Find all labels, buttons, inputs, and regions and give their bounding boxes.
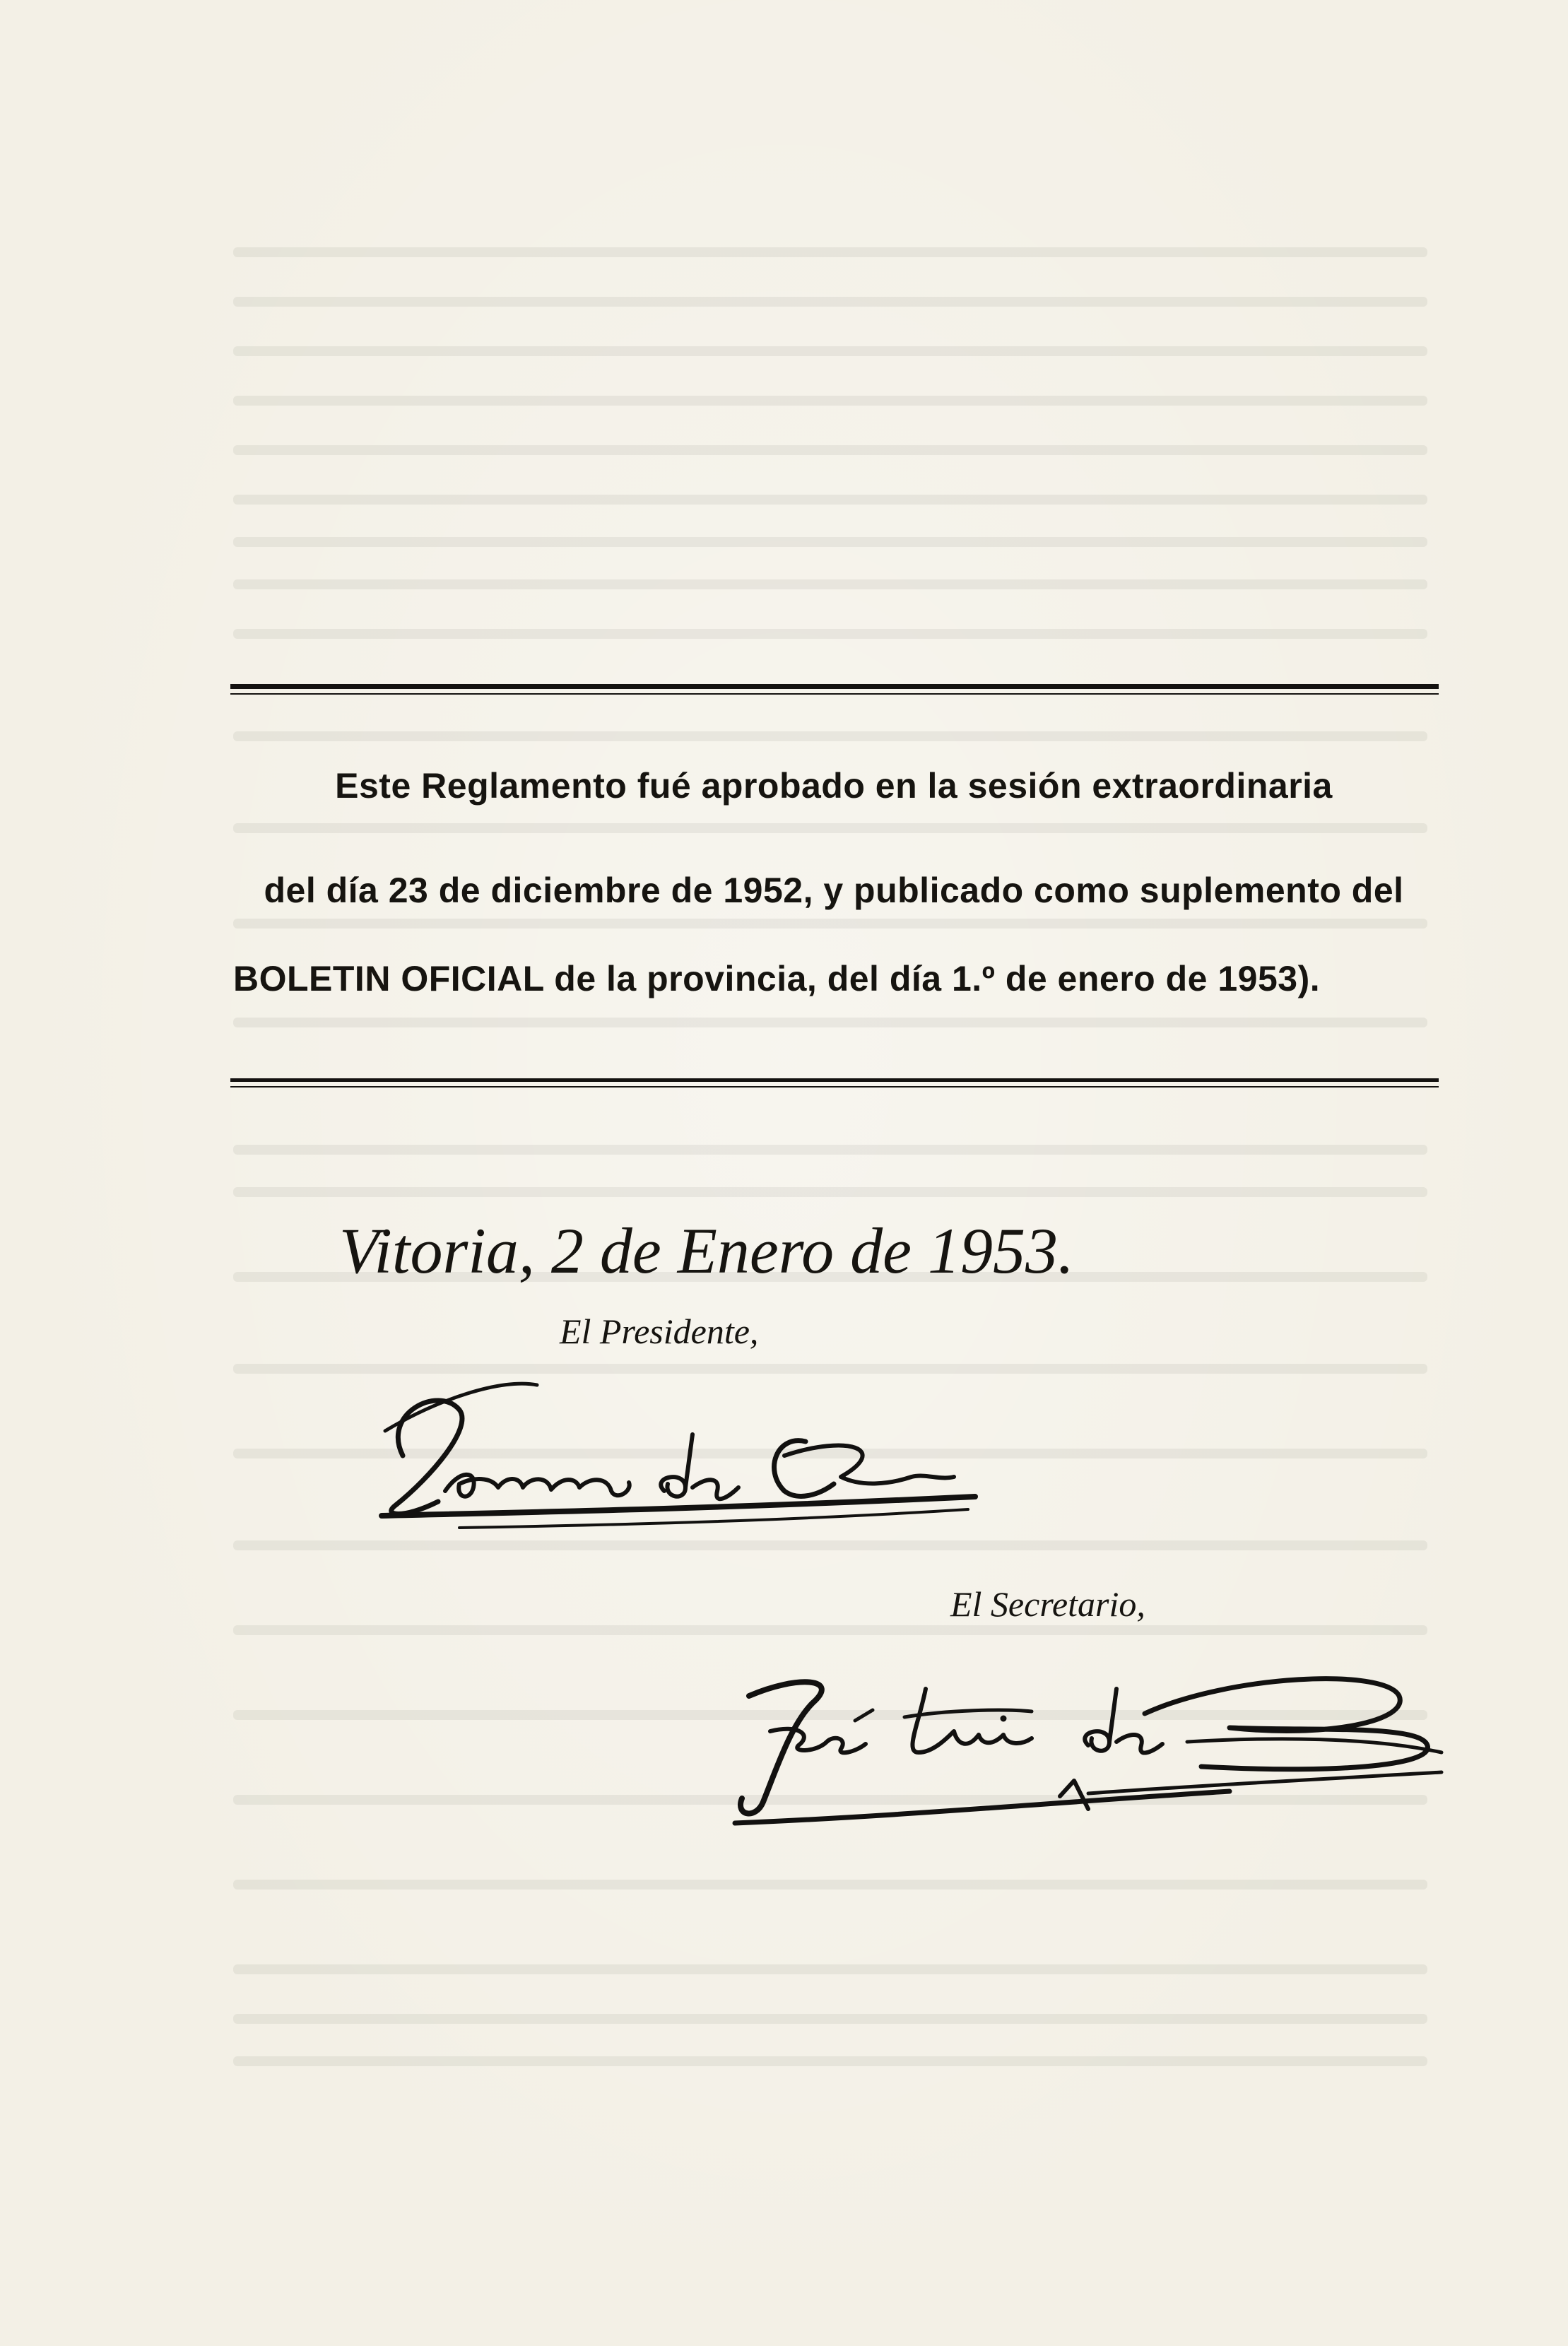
notice-line-3: BOLETIN OFICIAL de la provincia, del día 1.º de enero de 1953). bbox=[233, 959, 1321, 998]
bleed-through-line bbox=[233, 1880, 1427, 1890]
secretary-label: El Secretario, bbox=[950, 1584, 1145, 1624]
bleed-through-line bbox=[233, 346, 1427, 356]
place-date: Vitoria, 2 de Enero de 1953. bbox=[339, 1215, 1074, 1287]
bleed-through-line bbox=[233, 1187, 1427, 1197]
bleed-through-line bbox=[233, 2056, 1427, 2066]
bleed-through-line bbox=[233, 731, 1427, 741]
bleed-through-line bbox=[233, 1625, 1427, 1635]
bleed-through-line bbox=[233, 629, 1427, 639]
secretary-signature bbox=[692, 1646, 1456, 1844]
top-rule-thick bbox=[230, 684, 1439, 689]
bleed-through-line bbox=[233, 1018, 1427, 1027]
bottom-rule-thin bbox=[230, 1086, 1439, 1087]
bleed-through-line bbox=[233, 537, 1427, 547]
bleed-through-line bbox=[233, 1540, 1427, 1550]
notice-line-2: del día 23 de diciembre de 1952, y publicado como suplemento del bbox=[264, 871, 1404, 910]
bleed-through-line bbox=[233, 919, 1427, 929]
top-rule-thin bbox=[230, 693, 1439, 695]
bleed-through-line bbox=[233, 247, 1427, 257]
president-signature bbox=[353, 1371, 989, 1533]
bleed-through-line bbox=[233, 495, 1427, 505]
bleed-through-line bbox=[233, 445, 1427, 455]
bleed-through-line bbox=[233, 1964, 1427, 1974]
bleed-through-line bbox=[233, 823, 1427, 833]
bleed-through-line bbox=[233, 2014, 1427, 2024]
bleed-through-line bbox=[233, 297, 1427, 307]
bleed-through-line bbox=[233, 579, 1427, 589]
bleed-through-line bbox=[233, 396, 1427, 406]
notice-line-1: Este Reglamento fué aprobado en la sesión extraordinaria bbox=[335, 766, 1333, 806]
president-label: El Presidente, bbox=[560, 1311, 759, 1351]
bottom-rule-thick bbox=[230, 1078, 1439, 1082]
bleed-through-line bbox=[233, 1145, 1427, 1155]
